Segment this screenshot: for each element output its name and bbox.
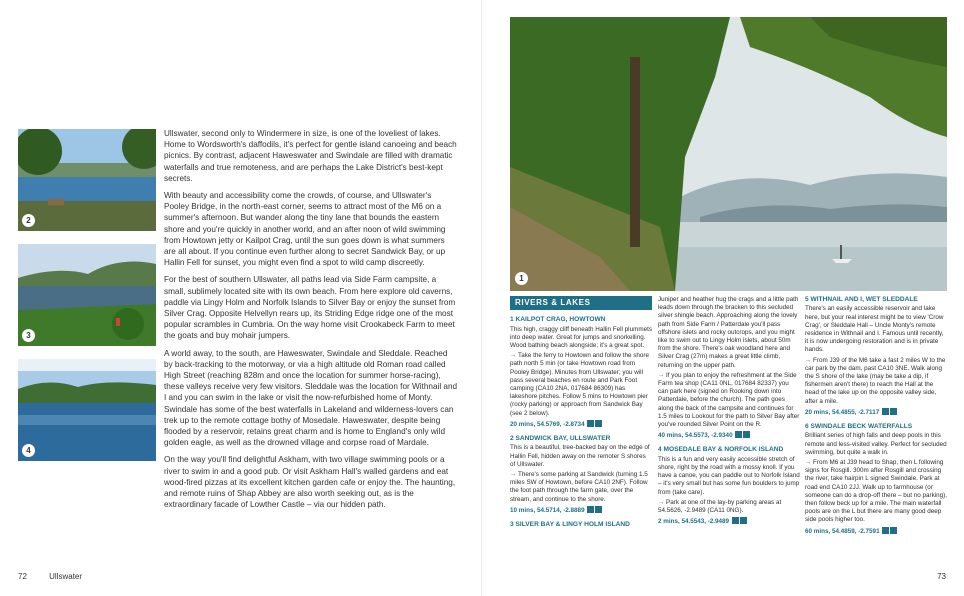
listing-entry: [805, 296, 947, 417]
body-paragraph: With beauty and accessibility come the crowds, of course, and Ullswater's Pooley Bridge, in the north-east corner, seems to attract most of the M6 on a summer's afternoon. But wander along the tiny lane that bounds the eastern shore and you're quickly in another world, and an after noon of wild swimming from Howtown jetty or Kailpot Crag, until the sun goes down is what summers are all about. If you continue even further along to secret Sandwick Bay, or up Hallin Fell for sunset, you might even find a spot to wild camp discreetly.: [164, 191, 446, 268]
entry-coords-row: [510, 506, 652, 515]
photo-badge: 2: [22, 214, 35, 227]
entry-coords-row: [805, 408, 947, 417]
swim-icon: [882, 408, 889, 415]
entry-title: 4 MOSEDALE BAY & NORFOLK ISLAND: [658, 446, 784, 454]
right-page: [482, 0, 964, 596]
listing-entry: [510, 521, 652, 529]
entry-coords: 2 mins, 54.5543, -2.9489: [658, 518, 730, 526]
listing-entry: [510, 435, 652, 515]
entry-directions: There's some parking at Sandwick (turning 1.5 miles SW of Howtown, before CA10 2NF). Follow the foot path through the farm gate, over the stream, and continue to the shore.: [510, 471, 648, 503]
entry-directions: Park at one of the lay-by parking areas at 54.5626, -2.9489 (CA11 0NG).: [658, 498, 782, 515]
photo-badge: 4: [22, 444, 35, 457]
lake-photo-icon: [18, 129, 156, 231]
entry-text: Brilliant series of high falls and deep pools in this remote and less-visited valley. Perfect for secluded swimming, but quite a walk in.: [805, 432, 947, 456]
lake-photo-icon: [18, 359, 156, 461]
listing-entry: [658, 296, 800, 440]
walk-icon: [890, 408, 897, 415]
body-paragraph: A world away, to the south, are Haweswater, Swindale and Sleddale. Reached by back-tracking to the motorway, or via a high altitude old Roman road called High Street (reaching 828m and once the location for summer horse-racing), these valleys receive very few visitors. Sleddale was the location for Withnail and I and you can swim in the lake or visit the now-refurbished home of Monty. Swindale has some of the best waterfalls in Lakeland and wilderness-lovers can trek up to the remote cottage bothy of Mosedale. Haweswater, despite being flooded by a reservoir, retains great charm and is home to England's only wild golden eagle, as well as the drowned village and corpse road of Mardale.: [164, 348, 458, 448]
entry-title: 6 SWINDALE BECK WATERFALLS: [805, 423, 913, 431]
photo-3: [18, 244, 156, 346]
entry-directions: If you plan to enjoy the refreshment at the Side Farm tea shop (CA11 0NL, 017684 82337) you can park here (signed on Rooking down into Patterdale, before the church). The path goes along the back of the campsite and continues for 1.5 miles to Lookout for the path to Silver Bay after you've rounded Silver Point on the R.: [658, 371, 800, 429]
body-text: [164, 128, 458, 517]
listing-entry: [658, 446, 800, 526]
page-folio-left: [18, 572, 82, 581]
lake-photo-icon: [18, 244, 156, 346]
entry-coords: 60 mins, 54.4859, -2.7591: [805, 527, 880, 535]
walk-icon: [595, 506, 602, 513]
lake-photo-icon: [510, 17, 947, 291]
arrow-icon: →: [805, 459, 814, 467]
walk-icon: [595, 420, 602, 427]
entry-directions-row: [805, 459, 947, 525]
entry-directions-row: [510, 352, 652, 418]
chapter-title: Ullswater: [49, 572, 83, 581]
listing-column-2: [658, 296, 800, 532]
entry-text: This is a fun and very easily accessible stretch of shore, right by the road with a mossy knoll. If you have a canoe, you can paddle out to Norfolk Island – it's very small but has some fun boulders to jump from (take care).: [658, 455, 800, 496]
page-number: 72: [18, 572, 27, 581]
entry-text: Juniper and heather hug the crags and a little path leads down through the bracken to this secluded silver shingle beach. Approaching along the lovely path from Side Farm / Patterdale you'll pass offshore islets and rocky outcrops, and you might like to swim out to Lingy Holm islets, about 50m from the shore. There's oak woodland here and Silver Crag (27m) makes a great little climb, returning on the upper path.: [658, 296, 799, 369]
photo-4: [18, 359, 156, 461]
body-paragraph: Ullswater, second only to Windermere in size, is one of the loveliest of lakes. Home to Wordsworth's daffodils, it's perfect for gentle island canoeing and beach picnics. By contrast, adjacent Haweswater and Swindale are filled with dramatic waterfalls and true remoteness, and are perhaps the Lake District's best-kept secrets.: [164, 129, 457, 183]
entry-coords: 20 mins, 54.5769, -2.8734: [510, 420, 585, 428]
entry-title: 2 SANDWICK BAY, ULLSWATER: [510, 435, 611, 443]
arrow-icon: →: [805, 356, 814, 364]
entry-coords-row: [805, 527, 947, 536]
entry-coords: 40 mins, 54.5573, -2.9340: [658, 432, 733, 440]
body-paragraph: On the way you'll find delightful Askham, with two village swimming pools or a river to swim in and a good pub. Or visit Askham Hall's walled gardens and eat wood-fired pizzas at its excellent kitchen garden cafe or enjoy the. The haunting, and remote ruins of Shap Abbey are also worth seeking out, as is the extraordinary facade of Lowther Castle – via our hidden path.: [164, 455, 456, 510]
listing-entry: [510, 316, 652, 429]
entry-text: This is a beautiful, tree-backed bay on the edge of Hallin Fell, hidden away on the remoter S shores of Ullswater.: [510, 444, 650, 468]
listing-column-1: [510, 296, 652, 535]
arrow-icon: →: [658, 371, 667, 379]
page-folio-right: [937, 572, 946, 581]
swim-icon: [882, 527, 889, 534]
arrow-icon: →: [658, 498, 667, 506]
entry-title: 3 SILVER BAY & LINGY HOLM ISLAND: [510, 521, 630, 529]
walk-icon: [740, 517, 747, 524]
listing-column-3: [805, 296, 947, 542]
arrow-icon: →: [510, 352, 519, 360]
entry-coords-row: [510, 420, 652, 429]
entry-directions-row: [658, 372, 800, 429]
swim-icon: [732, 517, 739, 524]
entry-title: 1 KAILPOT CRAG, HOWTOWN: [510, 316, 606, 324]
photo-badge: 1: [515, 272, 528, 285]
entry-text: There's an easily accessible reservoir and lake here, but your real interest might be to view 'Crow Crag', or Sleddale Hall – Uncle Monty's remote residence in Withnail and I. Famous until recently, it is now undergoing restoration and is in private hands.: [805, 305, 944, 354]
entry-coords-row: [658, 517, 800, 526]
page-number: 73: [937, 572, 946, 581]
body-paragraph: For the best of southern Ullswater, all paths lead via Side Farm campsite, a small, sublimely located site with its own beach. From here explore old caverns, paddle via Lingy Holm and Norfolk Islands to Silver Bay or enjoy the sunset from Silver Crag. Opposite Helvellyn rears up, its Striding Edge ridge one of the most popular scrambles in Cumbria. On the way home visit Crookabeck Farm to meet the goats and buy mohair jumpers.: [164, 275, 456, 341]
arrow-icon: →: [510, 471, 519, 479]
swim-icon: [587, 506, 594, 513]
entry-coords-row: [658, 431, 800, 440]
entry-directions: From M6 at J39 head to Shap, then L following signs for Rosgill. 300m after Rosgill and crossing the river, take hairpin L signed Swindale. Park at road end CA10 2JJ. Walk up to farmhouse (or someone can do a drop-off there – but no parking), then follow beck up for a mile. The main waterfall pools are on the L but there are many good deep side pools higher too.: [805, 459, 948, 524]
entry-directions: Take the ferry to Howtown and follow the shore path north 5 min (or take Howtown road from Pooley Bridge). Minutes from Ullswater; you will pass several beaches en route and Park Foot camping (CA10 2NA, 017684 86309) has lakeshore pitches. Follow 5 mins to Howtown pier (rocky parking) or approach from Sandwick Bay (see 2 below).: [510, 352, 649, 417]
entry-coords: 10 mins, 54.5714, -2.8889: [510, 506, 585, 514]
section-heading: RIVERS & LAKES: [510, 296, 652, 310]
swim-icon: [735, 431, 742, 438]
entry-directions-row: [510, 471, 652, 504]
entry-directions-row: [805, 357, 947, 406]
entry-coords: 20 mins, 54.4855, -2.7117: [805, 408, 880, 416]
walk-icon: [743, 431, 750, 438]
hero-photo: [510, 17, 947, 291]
photo-2: [18, 129, 156, 231]
entry-directions: From J39 of the M6 take a fast 2 miles W to the car park by the dam, past CA10 3NE. Walk along the S shore of the lake (may be take a dip, if fishermen aren't there) to reach the Hall at the head of the lake up on the opposite valley side, after a mile.: [805, 356, 946, 405]
entry-title: 5 WITHNAIL AND I, WET SLEDDALE: [805, 296, 918, 303]
walk-icon: [890, 527, 897, 534]
listing-entry: [805, 423, 947, 536]
photo-badge: 3: [22, 329, 35, 342]
swim-icon: [587, 420, 594, 427]
entry-text: This high, craggy cliff beneath Hallin Fell plummets into deep water. Great for jumps and snorkelling. Wood bathing beach alongside; it's a great spot.: [510, 325, 652, 350]
entry-directions-row: [658, 499, 800, 515]
